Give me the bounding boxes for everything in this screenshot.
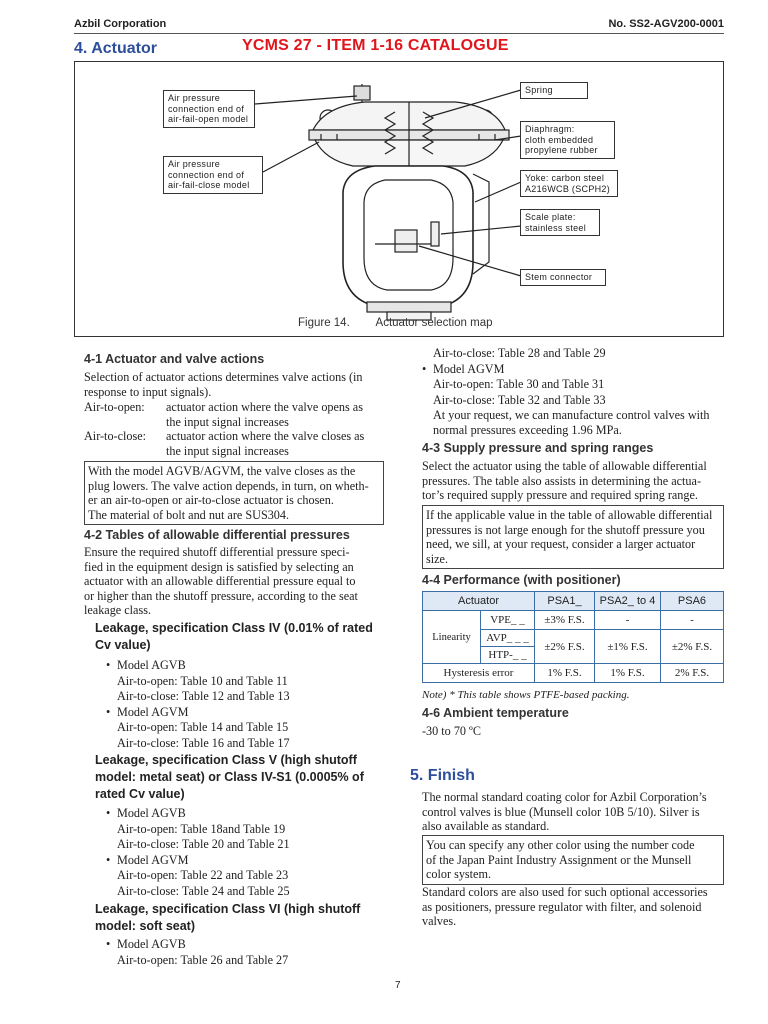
callout-air-fail-close xyxy=(163,156,263,194)
text-line: The normal standard coating color for Azbil Corporation’s xyxy=(422,790,707,804)
list-item-text: Model AGVB xyxy=(117,658,186,672)
text-line: plug lowers. The valve action depends, in turn, on wheth- xyxy=(88,478,369,493)
text-line: The material of bolt and nut are SUS304. xyxy=(88,507,290,522)
bullet-icon: • xyxy=(422,361,427,376)
text-line: leakage class. xyxy=(84,603,151,618)
callout-stem-connector xyxy=(520,269,606,286)
callout-line: Diaphragm: xyxy=(525,124,575,134)
text-line: Ensure the required shutoff differential pressure speci- xyxy=(84,545,350,559)
callout-line: Air pressure xyxy=(168,93,221,103)
list-sub-item: Air-to-open: Table 18and Table 19 xyxy=(117,821,286,836)
list-sub-item: Air-to-open: Table 22 and Table 23 xyxy=(117,868,289,882)
callout-scale-plate xyxy=(520,209,600,236)
list-bullet-item xyxy=(106,853,290,869)
heading-line: rated Cv value) xyxy=(95,787,185,801)
row-label: AVP_ _ _ xyxy=(481,630,535,647)
section-5-title: 5. Finish xyxy=(410,767,475,784)
text-line: control valves is blue (Munsell color 10B 5/10). Silver is xyxy=(422,804,700,819)
class-v-heading xyxy=(95,752,364,803)
callout-line: Scale plate: xyxy=(525,212,576,222)
text-line: actuator action where the valve closes as xyxy=(166,429,365,443)
callout-line: Stem connector xyxy=(525,272,593,282)
table-cell: - xyxy=(661,611,724,630)
list-item-text: Model AGVM xyxy=(433,361,505,376)
list-sub-item: Air-to-close: Table 28 and Table 29 xyxy=(433,346,606,360)
text-line: or higher than the shutoff pressure, according to the seat xyxy=(84,588,358,603)
heading-line: Leakage, specification Class V (high shutoff xyxy=(95,753,357,767)
header-cell: Actuator xyxy=(423,592,535,611)
list-bullet-item xyxy=(422,362,606,378)
callout-yoke xyxy=(520,170,618,197)
callout-line: connection end of xyxy=(168,169,245,180)
text-line: Select the actuator using the table of allowable differential xyxy=(422,459,707,473)
header-company: Azbil Corporation xyxy=(74,18,167,30)
list-item-text: Model AGVB xyxy=(117,806,186,820)
heading-line: model: metal seat) or Class IV-S1 (0.0005% of xyxy=(95,770,364,784)
text-line: If the applicable value in the table of allowable differential xyxy=(426,508,713,522)
table-cell: ±3% F.S. xyxy=(535,611,595,630)
text-line: size. xyxy=(426,551,448,566)
header-cell: PSA1_ xyxy=(535,592,595,611)
heading-line: model: soft seat) xyxy=(95,919,196,933)
callout-line: propylene rubber xyxy=(525,145,598,155)
ao-text xyxy=(166,400,363,429)
callout-line: cloth embedded xyxy=(525,134,594,145)
section-4-title: 4. Actuator xyxy=(74,40,157,57)
ac-text xyxy=(166,429,364,458)
callout-line: connection end of xyxy=(168,103,245,114)
text-line: valves. xyxy=(422,914,457,929)
bullet-icon: • xyxy=(106,937,111,951)
list-bullet-item xyxy=(106,658,290,674)
text-line: pressures. The table also assists in determining the actua- xyxy=(422,473,701,488)
text-line: also available as standard. xyxy=(422,819,550,834)
s43-note-box xyxy=(422,505,724,569)
list-sub-item: Air-to-close: Table 20 and Table 21 xyxy=(117,837,290,851)
bullet-icon: • xyxy=(106,658,111,672)
row-label: Hysteresis error xyxy=(423,664,535,683)
s43-paragraph xyxy=(422,459,724,503)
list-bullet-item xyxy=(106,705,290,721)
text-line: tor’s required supply pressure and required spring range. xyxy=(422,488,698,503)
text-line: as positioners, pressure regulator with filter, and solenoid xyxy=(422,899,702,914)
row-label: HTP-_ _ xyxy=(481,647,535,664)
class-iv-list xyxy=(106,658,290,751)
callout-line: air-fail-open model xyxy=(168,114,249,124)
list-item-text: Model AGVM xyxy=(117,852,189,867)
text-line: Standard colors are also used for such optional accessories xyxy=(422,885,708,899)
header-cell: PSA6 xyxy=(661,592,724,611)
header-cell: PSA2_ to 4 xyxy=(595,592,661,611)
s42-title: 4-2 Tables of allowable differential pressures xyxy=(84,528,350,542)
s43-title: 4-3 Supply pressure and spring ranges xyxy=(422,441,654,455)
s46-title: 4-6 Ambient temperature xyxy=(422,706,569,720)
text-line: normal pressures exceeding 1.96 MPa. xyxy=(433,422,622,437)
text-line: need, we sill, at your request, consider a larger actuator xyxy=(426,537,696,552)
list-item-text: Model AGVB xyxy=(117,937,186,951)
heading-line: Leakage, specification Class IV (0.01% of rated xyxy=(95,621,373,635)
list-bullet-item xyxy=(106,806,290,822)
bullet-icon: • xyxy=(106,704,111,719)
s41-note-box xyxy=(84,461,384,525)
s44-title: 4-4 Performance (with positioner) xyxy=(422,573,621,587)
callout-line: stainless steel xyxy=(525,222,587,233)
catalogue-overlay: YCMS 27 - ITEM 1-16 CATALOGUE xyxy=(242,37,509,54)
list-bullet-item xyxy=(106,937,288,953)
figure-caption-text: Actuator selection map xyxy=(375,317,493,329)
text-line: of the Japan Paint Industry Assignment or the Munsell xyxy=(426,852,692,867)
figure-caption-number: Figure 14. xyxy=(298,317,350,329)
ac-label: Air-to-close: xyxy=(84,429,147,443)
table-cell: 1% F.S. xyxy=(535,664,595,683)
text-line: fied in the equipment design is satisfied by selecting an xyxy=(84,559,354,574)
class-vi-list xyxy=(106,937,288,968)
table-header-row xyxy=(423,592,724,611)
heading-line: Leakage, specification Class VI (high shutoff xyxy=(95,902,361,916)
table-row xyxy=(423,611,724,630)
callout-line: Yoke: carbon steel xyxy=(525,173,605,183)
bullet-icon: • xyxy=(106,852,111,867)
list-sub-item: Air-to-close: Table 12 and Table 13 xyxy=(117,689,290,703)
s41-paragraph xyxy=(84,370,374,399)
callout-air-fail-open xyxy=(163,90,255,128)
table-cell: 2% F.S. xyxy=(661,664,724,683)
text-line: Selection of actuator actions determines valve actions (in xyxy=(84,370,363,384)
request-paragraph xyxy=(433,408,733,437)
page-number: 7 xyxy=(395,980,401,991)
class-v-list xyxy=(106,806,290,899)
callout-spring xyxy=(520,82,588,99)
header-doc-number: No. SS2-AGV200-0001 xyxy=(608,18,724,30)
figure-caption xyxy=(298,317,493,329)
s41-title: 4-1 Actuator and valve actions xyxy=(84,352,265,366)
row-label: VPE_ _ xyxy=(481,611,535,630)
text-line: er an air-to-open or air-to-close actuator is chosen. xyxy=(88,493,334,508)
callout-line: A216WCB (SCPH2) xyxy=(525,183,611,194)
class-vi-list-continued xyxy=(422,346,606,408)
text-line: response to input signals). xyxy=(84,384,212,399)
s5-paragraph-2 xyxy=(422,885,727,929)
list-sub-item: Air-to-close: Table 24 and Table 25 xyxy=(117,883,290,898)
callout-line: air-fail-close model xyxy=(168,180,250,190)
s42-paragraph xyxy=(84,545,384,618)
list-sub-item: Air-to-open: Table 30 and Table 31 xyxy=(433,377,605,391)
callout-diaphragm xyxy=(520,121,615,159)
ao-label: Air-to-open: xyxy=(84,400,145,414)
text-line: color system. xyxy=(426,867,491,882)
performance-table xyxy=(422,591,724,683)
table-cell: ±1% F.S. xyxy=(595,630,661,664)
header-rule xyxy=(74,33,724,34)
list-sub-item: Air-to-close: Table 32 and Table 33 xyxy=(433,392,606,407)
table-cell: - xyxy=(595,611,661,630)
text-line: You can specify any other color using the number code xyxy=(426,838,695,852)
text-line: the input signal increases xyxy=(166,443,289,458)
text-line: With the model AGVB/AGVM, the valve closes as the xyxy=(88,464,356,478)
list-sub-item: Air-to-open: Table 26 and Table 27 xyxy=(117,952,289,967)
s5-note-box xyxy=(422,835,724,885)
linearity-cell: Linearity xyxy=(423,611,481,664)
table-cell: 1% F.S. xyxy=(595,664,661,683)
list-item-text: Model AGVM xyxy=(117,704,189,719)
callout-line: Air pressure xyxy=(168,159,221,169)
class-vi-heading xyxy=(95,901,360,935)
callout-line: Spring xyxy=(525,85,553,95)
s5-paragraph xyxy=(422,790,727,834)
text-line: the input signal increases xyxy=(166,414,289,429)
class-iv-heading xyxy=(95,620,373,654)
list-sub-item: Air-to-open: Table 14 and Table 15 xyxy=(117,720,289,734)
bullet-icon: • xyxy=(106,806,111,820)
heading-line: Cv value) xyxy=(95,638,151,652)
table-cell: ±2% F.S. xyxy=(661,630,724,664)
table-row xyxy=(423,664,724,683)
list-sub-item: Air-to-close: Table 16 and Table 17 xyxy=(117,735,290,750)
table-note: Note) * This table shows PTFE-based packing. xyxy=(422,689,630,701)
text-line: actuator action where the valve opens as xyxy=(166,400,363,414)
list-sub-item: Air-to-open: Table 10 and Table 11 xyxy=(117,673,288,688)
text-line: actuator with an allowable differential pressure equal to xyxy=(84,574,356,589)
text-line: At your request, we can manufacture control valves with xyxy=(433,408,710,422)
text-line: pressures is not large enough for the shutoff pressure you xyxy=(426,522,705,537)
table-cell: ±2% F.S. xyxy=(535,630,595,664)
s46-text: -30 to 70 ºC xyxy=(422,724,481,738)
